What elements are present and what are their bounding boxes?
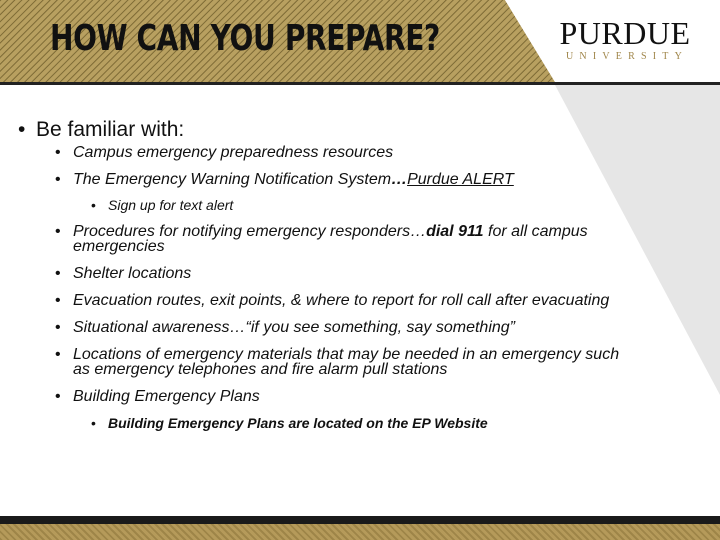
list-item: Evacuation routes, exit points, & where to report for roll call after evacuating	[73, 292, 610, 309]
bullet-marker: •	[91, 197, 96, 213]
list-item-continuation: emergencies	[73, 238, 165, 255]
list-item-continuation: as emergency telephones and fire alarm pull stations	[73, 361, 448, 378]
list-item: Campus emergency preparedness resources	[73, 144, 394, 161]
list-item: Locations of emergency materials that may be needed in an emergency such	[73, 346, 620, 363]
bullet-marker: •	[55, 171, 61, 188]
ellipsis: …	[391, 171, 408, 188]
bullet-marker: •	[55, 388, 61, 405]
bullet-marker: •	[91, 415, 96, 431]
dial-911: dial 911	[426, 223, 484, 240]
list-item-text: Procedures for notifying emergency responders…	[73, 223, 427, 240]
slide-title: HOW CAN YOU PREPARE?	[50, 18, 440, 59]
logo-subtitle: UNIVERSITY	[566, 51, 688, 62]
list-item-text: for all campus	[483, 223, 588, 240]
bullet-marker: •	[55, 265, 61, 282]
main-bullet: Be familiar with:	[36, 118, 185, 141]
list-item	[73, 172, 514, 188]
purdue-alert-link[interactable]: Purdue ALERT	[407, 171, 514, 188]
list-item: Building Emergency Plans	[73, 388, 260, 405]
bullet-marker: •	[18, 118, 26, 141]
bullet-marker: •	[55, 292, 61, 309]
footer-gold-bar	[0, 524, 720, 540]
bullet-marker: •	[55, 319, 61, 336]
sub-list-item: Sign up for text alert	[108, 197, 234, 213]
list-item: Shelter locations	[73, 265, 192, 282]
list-item: Situational awareness…“if you see something, say something”	[73, 319, 515, 336]
sub-list-item: Building Emergency Plans are located on the EP Website	[108, 415, 488, 431]
bullet-marker: •	[55, 223, 61, 240]
list-item-text: The Emergency Warning Notification System	[73, 171, 392, 188]
footer-dark-bar	[0, 516, 720, 524]
logo-wordmark: PURDUE	[559, 15, 691, 51]
bullet-marker: •	[55, 144, 61, 161]
bullet-marker: •	[55, 346, 61, 363]
